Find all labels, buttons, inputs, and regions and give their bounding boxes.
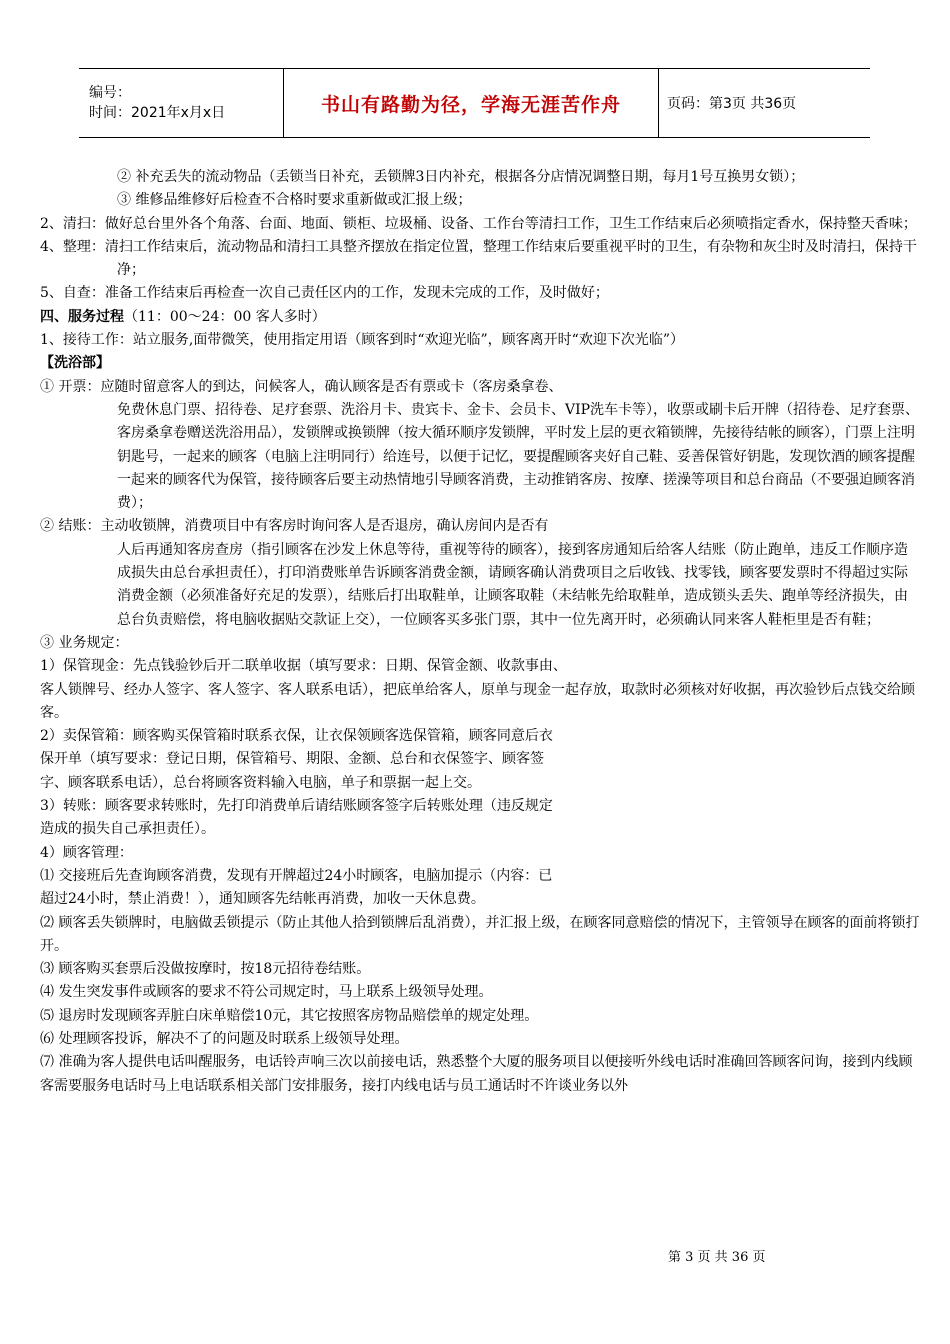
header-meta	[79, 69, 284, 137]
header-page-number: 页码：第3页 共36页	[667, 96, 797, 112]
paragraph: ① 开票：应随时留意客人的到达，问候客人，确认顾客是否有票或卡（客房桑拿卷、	[40, 378, 563, 395]
section-heading-note: （11：00～24：00 客人多时）	[124, 308, 326, 325]
document-date: 时间：2021年x月x日	[89, 105, 226, 121]
paragraph: 造成的损失自己承担责任）。	[40, 821, 215, 838]
paragraph: 超过24小时，禁止消费！），通知顾客先结帐再消费，加收一天休息费。	[40, 891, 485, 908]
paragraph: ⑸ 退房时发现顾客弄脏白床单赔偿10元，其它按照客房物品赔偿单的规定处理。	[40, 1007, 539, 1024]
page-header	[79, 68, 870, 138]
paragraph: ② 补充丢失的流动物品（丢锁当日补充，丢锁牌3日内补充，根据各分店情况调整日期，每月1号互换男女锁）；	[117, 169, 805, 185]
paragraph: 免费休息门票、招待卷、足疗套票、洗浴月卡、贵宾卡、金卡、会员卡、VIP洗车卡等），收票或刷卡后开牌（招待卷、足疗套票、客房桑拿卷赠送洗浴用品），发锁牌或换锁牌（按大循环顺序发锁牌，平时发上层的更衣箱锁牌，先接待结帐的顾客），门票上注明钥匙号，一起来的顾客（电脑上注明同行）给连号，以便于记忆，要提醒顾客夹好自己鞋、妥善保管好钥匙，发现饮酒的顾客提醒一起来的顾客代为保管，接待顾客后要主动热情地引导顾客消费，主动推销客房、按摩、搓澡等项目和总台商品（不要强迫顾客消费）；	[117, 401, 920, 512]
paragraph: ⑺ 准确为客人提供电话叫醒服务，电话铃声响三次以前接电话，熟悉整个大厦的服务项目以便接听外线电话时准确回答顾客问询，接到内线顾客需要服务电话时马上电话联系相关部门安排服务，接打内线电话与员工通话时不许谈业务以外	[40, 1054, 913, 1094]
paragraph: 3）转账：顾客要求转账时，先打印消费单后请结账顾客签字后转账处理（违反规定	[40, 798, 553, 815]
paragraph: 5、自查：准备工作结束后再检查一次自己责任区内的工作，发现未完成的工作，及时做好；	[40, 285, 609, 302]
document-body	[40, 166, 920, 1098]
paragraph: 4）顾客管理：	[40, 844, 133, 861]
paragraph: 保开单（填写要求：登记日期，保管箱号、期限、金额、总台和衣保签字、顾客签	[40, 751, 544, 768]
paragraph: ⑴ 交接班后先查询顾客消费，发现有开牌超过24小时顾客，电脑加提示（内容：已	[40, 867, 553, 884]
header-motto-cell	[284, 69, 659, 137]
paragraph: 1、接待工作：站立服务,面带微笑，使用指定用语（顾客到时“欢迎光临”，顾客离开时“欢迎下次光临”）	[40, 332, 684, 349]
paragraph	[40, 306, 920, 329]
paragraph: 2、清扫：做好总台里外各个角落、台面、地面、锁柜、垃圾桶、设备、工作台等清扫工作，卫生工作结束后必须喷指定香水，保持整天香味；	[40, 215, 917, 232]
paragraph: ⑵ 顾客丢失锁牌时，电脑做丢锁提示（防止其他人拾到锁牌后乱消费），并汇报上级，在顾客同意赔偿的情况下，主管领导在顾客的面前将锁打开。	[40, 914, 920, 954]
paragraph: 字、顾客联系电话），总台将顾客资料输入电脑，单子和票据一起上交。	[40, 774, 481, 791]
paragraph: 【洗浴部】	[40, 355, 110, 372]
paragraph: 客人锁牌号、经办人签字、客人签字、客人联系电话），把底单给客人，原单与现金一起存放，取款时必须核对好收据，再次验钞后点钱交给顾客。	[40, 681, 915, 721]
header-motto: 书山有路勤为径，学海无涯苦作舟	[320, 93, 621, 116]
paragraph: 2）卖保管箱：顾客购买保管箱时联系衣保，让衣保领顾客选保管箱，顾客同意后衣	[40, 728, 553, 745]
paragraph: ⑶ 顾客购买套票后没做按摩时，按18元招待卷结账。	[40, 961, 371, 978]
header-page-cell	[659, 69, 870, 137]
paragraph: 1）保管现金：先点钱验钞后开二联单收据（填写要求：日期、保管金额、收款事由、	[40, 658, 567, 675]
paragraph: ⑹ 处理顾客投诉，解决不了的问题及时联系上级领导处理。	[40, 1030, 409, 1047]
paragraph: 4、整理：清扫工作结束后，流动物品和清扫工具整齐摆放在指定位置，整理工作结束后要重视平时的卫生，有杂物和灰尘时及时清扫，保持干净；	[40, 238, 917, 279]
paragraph: ③ 维修品维修好后检查不合格时要求重新做或汇报上级；	[117, 192, 472, 209]
section-heading: 四、服务过程	[40, 308, 124, 325]
document-number-label: 编号：	[89, 85, 131, 101]
page-footer: 第 3 页 共 36 页	[668, 1250, 766, 1265]
paragraph: ③ 业务规定：	[40, 634, 129, 651]
paragraph: ⑷ 发生突发事件或顾客的要求不符公司规定时，马上联系上级领导处理。	[40, 984, 493, 1001]
paragraph: ② 结账：主动收锁牌，消费项目中有客房时询问客人是否退房，确认房间内是否有	[40, 518, 549, 535]
paragraph: 人后再通知客房查房（指引顾客在沙发上休息等待，重视等待的顾客），接到客房通知后给客人结账（防止跑单，违反工作顺序造成损失由总台承担责任），打印消费账单告诉顾客消费金额，请顾客确认消费项目之后收钱、找零钱，顾客要发票时不得超过实际消费金额（必须准备好充足的发票），结账后打出取鞋单，让顾客取鞋（未结帐先给取鞋单，造成锁头丢失、跑单等经济损失，由总台负责赔偿，将电脑收据贴交款证上交），一位顾客买多张门票，其中一位先离开时，必须确认同来客人鞋柜里是否有鞋；	[117, 541, 908, 628]
